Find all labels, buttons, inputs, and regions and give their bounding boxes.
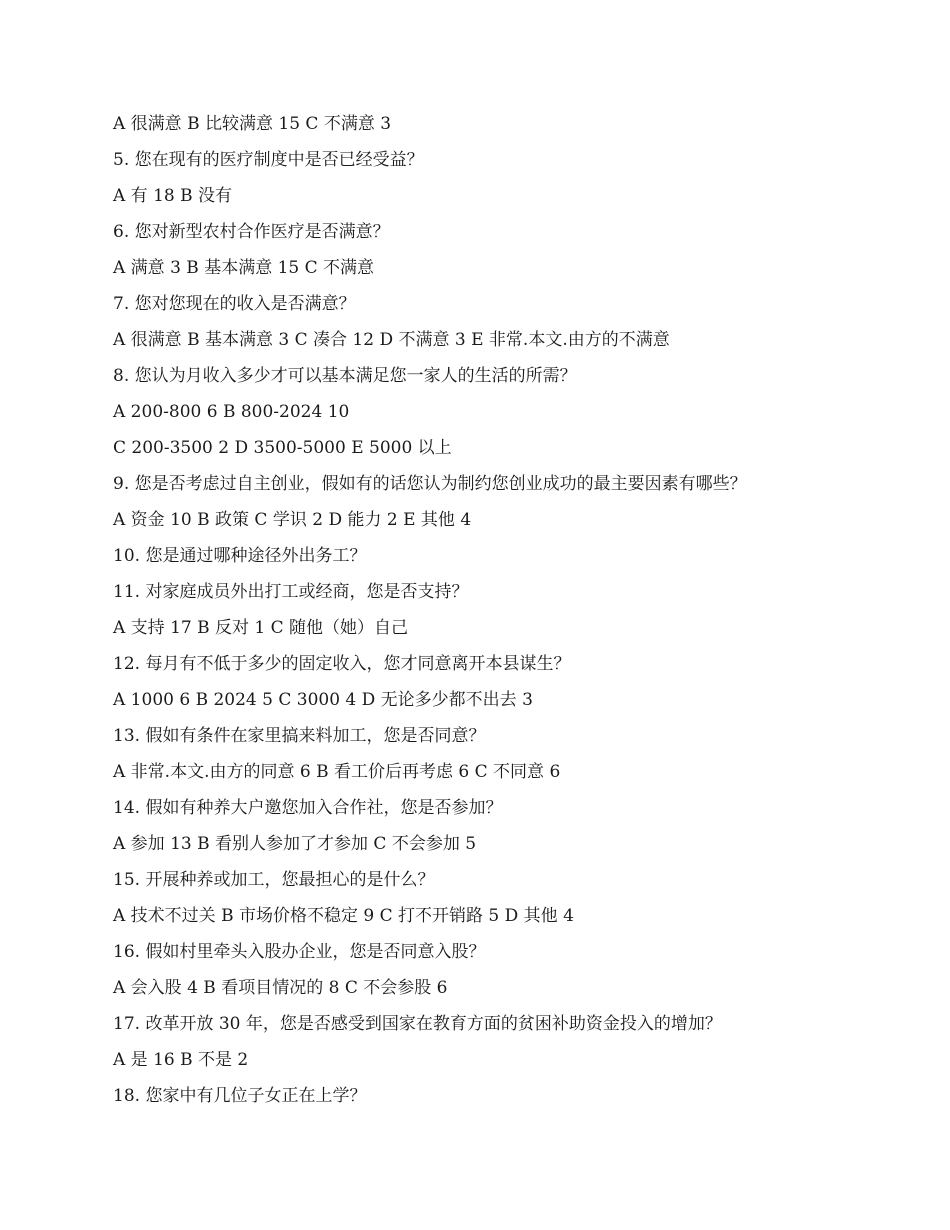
answer-line: C 200-3500 2 D 3500-5000 E 5000 以上 [113,438,452,458]
question-line: 13. 假如有条件在家里搞来料加工，您是否同意？ [113,726,486,746]
question-line: 18. 您家中有几位子女正在上学？ [113,1086,367,1106]
answer-line: A 支持 17 B 反对 1 C 随他（她）自己 [113,618,409,638]
answer-line: A 资金 10 B 政策 C 学识 2 D 能力 2 E 其他 4 [113,510,472,530]
question-line: 6. 您对新型农村合作医疗是否满意？ [113,222,390,242]
answer-line: A 很满意 B 基本满意 3 C 凑合 12 D 不满意 3 E 非常.本文.由方的不满意 [113,330,670,350]
question-line: 5. 您在现有的医疗制度中是否已经受益？ [113,150,424,170]
answer-line: A 会入股 4 B 看项目情况的 8 C 不会参股 6 [113,978,448,998]
question-line: 12. 每月有不低于多少的固定收入，您才同意离开本县谋生？ [113,654,571,674]
answer-line: A 1000 6 B 2024 5 C 3000 4 D 无论多少都不出去 3 [113,690,533,710]
answer-line: A 有 18 B 没有 [113,186,233,206]
question-line: 11. 对家庭成员外出打工或经商，您是否支持？ [113,582,469,602]
answer-line: A 技术不过关 B 市场价格不稳定 9 C 打不开销路 5 D 其他 4 [113,906,574,926]
answer-line: A 是 16 B 不是 2 [113,1050,249,1070]
answer-line: A 200-800 6 B 800-2024 10 [113,402,350,422]
question-line: 7. 您对您现在的收入是否满意？ [113,294,356,314]
answer-line: A 很满意 B 比较满意 15 C 不满意 3 [113,114,392,134]
answer-line: A 满意 3 B 基本满意 15 C 不满意 [113,258,375,278]
question-line: 16. 假如村里牵头入股办企业，您是否同意入股？ [113,942,486,962]
questionnaire-text [113,106,913,1114]
answer-line: A 非常.本文.由方的同意 6 B 看工价后再考虑 6 C 不同意 6 [113,762,561,782]
question-line: 10. 您是通过哪种途径外出务工？ [113,546,367,566]
question-line: 15. 开展种养或加工，您最担心的是什么？ [113,870,435,890]
question-line: 9. 您是否考虑过自主创业，假如有的话您认为制约您创业成功的最主要因素有哪些？ [113,474,747,494]
question-line: 8. 您认为月收入多少才可以基本满足您一家人的生活的所需？ [113,366,577,386]
question-line: 14. 假如有种养大户邀您加入合作社，您是否参加？ [113,798,503,818]
answer-line: A 参加 13 B 看别人参加了才参加 C 不会参加 5 [113,834,477,854]
question-line: 17. 改革开放 30 年，您是否感受到国家在教育方面的贫困补助资金投入的增加？ [113,1014,722,1034]
